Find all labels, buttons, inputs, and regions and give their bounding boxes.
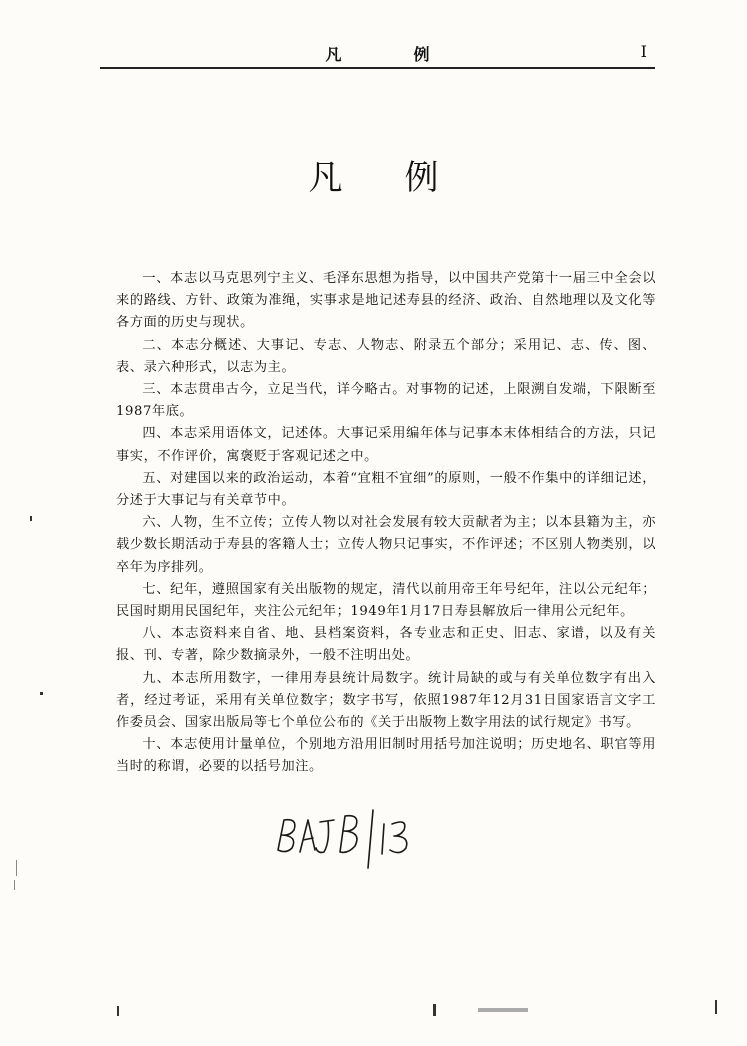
running-header-title: 凡 例 <box>325 45 458 64</box>
guideline-item: 四、本志采用语体文，记述体。大事记采用编年体与记事本末体相结合的方法，只记事实，不作评价，寓褒贬于客观记述之中。 <box>116 426 656 464</box>
guideline-item: 二、本志分概述、大事记、专志、人物志、附录五个部分；采用记、志、传、图、表、录六种形式，以志为主。 <box>116 337 656 375</box>
running-header <box>100 38 655 66</box>
header-rule <box>100 67 655 69</box>
guideline-item: 六、人物，生不立传；立传人物以对社会发展有较大贡献者为主；以本县籍为主，亦载少数长期活动于寿县的客籍人士；立传人物只记事实，不作评述；不区别人物类别，以卒年为序排列。 <box>116 515 656 575</box>
guideline-item: 九、本志所用数字，一律用寿县统计局数字。统计局缺的或与有关单位数字有出入者，经过考证，采用有关单位数字；数字书写，依照1987年12月31日国家语言文字工作委员会、国家出版局等七个单位公布的《关于出版物上数字用法的试行规定》书写。 <box>116 670 656 731</box>
guideline-item: 八、本志资料来自省、地、县档案资料，各专业志和正史、旧志、家谱，以及有关报、刊、专著，除少数摘录外，一般不注明出处。 <box>116 626 656 664</box>
margin-mark <box>14 880 15 890</box>
margin-mark <box>40 692 43 695</box>
guideline-item: 十、本志使用计量单位，个别地方沿用旧制时用括号加注说明；历史地名、职官等用当时的称谓，必要的以括号加注。 <box>116 737 656 775</box>
guideline-item: 五、对建国以来的政治运动，本着“宜粗不宜细”的原则，一般不作集中的详细记述，分述于大事记与有关章节中。 <box>116 470 656 509</box>
margin-mark <box>478 1008 528 1012</box>
margin-mark <box>117 1006 119 1016</box>
guideline-item: 三、本志贯串古今，立足当代，详今略古。对事物的记述，上限溯自发端，下限断至1987年底。 <box>116 382 656 420</box>
margin-mark <box>433 1004 436 1016</box>
guideline-item: 一、本志以马克思列宁主义、毛泽东思想为指导，以中国共产党第十一届三中全会以来的路线、方针、政策为准绳，实事求是地记述寿县的经济、政治、自然地理以及文化等各方面的历史与现状。 <box>116 271 656 331</box>
margin-mark <box>30 516 32 521</box>
guideline-item: 七、纪年，遵照国家有关出版物的规定，清代以前用帝王年号纪年，注以公元纪年；民国时期用民国纪年，夹注公元纪年；1949年1月17日寿县解放后一律用公元纪年。 <box>116 581 656 620</box>
handwritten-catalog-mark <box>268 790 438 870</box>
margin-mark <box>16 860 17 876</box>
guidelines-body <box>116 268 656 779</box>
margin-mark <box>715 1000 717 1014</box>
page-title: 凡例 <box>308 158 501 198</box>
page-number: I <box>640 42 647 61</box>
